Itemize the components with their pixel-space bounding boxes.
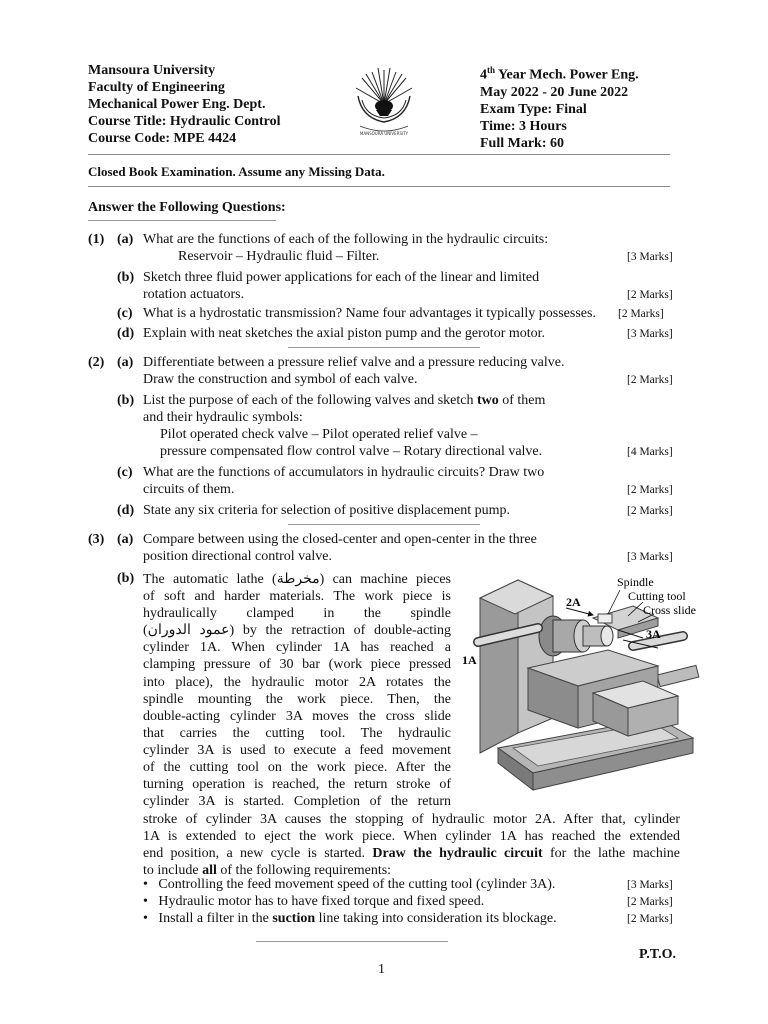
divider	[88, 154, 670, 155]
bullet-3-marks: [2 Marks]	[627, 913, 673, 925]
exam-time: Time: 3 Hours	[480, 118, 567, 134]
q1a-marks: [3 Marks]	[627, 251, 673, 263]
q2b-letter: (b)	[117, 393, 135, 408]
q1d-marks: [3 Marks]	[627, 328, 673, 340]
department-name: Mechanical Power Eng. Dept.	[88, 97, 266, 112]
q3a-letter: (a)	[117, 532, 134, 547]
answer-heading: Answer the Following Questions:	[88, 200, 286, 215]
q1d-text: Explain with neat sketches the axial piston pump and the gerotor motor.	[143, 326, 546, 341]
q2b-text-3: Pilot operated check valve – Pilot operated relief valve –	[160, 427, 478, 442]
course-code: Course Code: MPE 4424	[88, 131, 237, 146]
q2a-marks: [2 Marks]	[627, 374, 673, 386]
full-mark: Full Mark: 60	[480, 135, 564, 151]
exam-type: Exam Type: Final	[480, 101, 587, 117]
requirement-bullet: • Install a filter in the suction line taking into consideration its blockage.	[143, 911, 557, 926]
q2b-text: List the purpose of each of the following valves and sketch two of them	[143, 393, 546, 408]
q1a-text-2: Reservoir – Hydraulic fluid – Filter.	[178, 249, 380, 264]
q1a-letter: (a)	[117, 232, 134, 247]
requirement-bullet: • Hydraulic motor has to have fixed torque and fixed speed.	[143, 894, 485, 909]
q1c-letter: (c)	[117, 306, 133, 321]
instructions: Closed Book Examination. Assume any Missing Data.	[88, 164, 385, 179]
lathe-machine-illustration	[458, 568, 703, 798]
page-number: 1	[378, 962, 385, 977]
q1b-text: Sketch three fluid power applications for each of the linear and limited	[143, 270, 540, 285]
q3b-letter: (b)	[117, 571, 135, 586]
q3b-wide-line-3: end position, a new cycle is started. Draw the hydraulic circuit for the lathe machine	[143, 845, 680, 861]
q2a-text-2: Draw the construction and symbol of each valve.	[143, 372, 418, 387]
q2d-marks: [2 Marks]	[627, 505, 673, 517]
q2b-text-4: pressure compensated flow control valve – Rotary directional valve.	[160, 444, 543, 459]
question-separator	[256, 941, 448, 942]
university-logo	[352, 56, 416, 138]
q1c-text: What is a hydrostatic transmission? Name four advantages it typically possesses.	[143, 306, 596, 321]
q3b-wide-line-4: to include all of the following requirements:	[143, 862, 392, 878]
q2b-marks: [4 Marks]	[627, 446, 673, 458]
question-2-number: (2)	[88, 355, 105, 370]
q1a-text: What are the functions of each of the following in the hydraulic circuits:	[143, 232, 549, 247]
q2c-text-2: circuits of them.	[143, 482, 235, 497]
q1b-letter: (b)	[117, 270, 135, 285]
bullet-2-marks: [2 Marks]	[627, 896, 673, 908]
q1c-marks: [2 Marks]	[618, 308, 664, 320]
requirement-bullet: • Controlling the feed movement speed of the cutting tool (cylinder 3A).	[143, 877, 556, 892]
bullet-1-marks: [3 Marks]	[627, 879, 673, 891]
exam-date: May 2022 - 20 June 2022	[480, 84, 629, 100]
q3a-marks: [3 Marks]	[627, 551, 673, 563]
question-separator	[288, 524, 480, 525]
q2a-letter: (a)	[117, 355, 134, 370]
q2d-text: State any six criteria for selection of positive displacement pump.	[143, 503, 511, 518]
q2b-text-2: and their hydraulic symbols:	[143, 410, 303, 425]
year-label: 4th Year Mech. Power Eng.	[480, 65, 639, 83]
q3b-narrow-text: The automatic lathe (مخرطة) can machine pieces of soft and harder materials. The work piece is hydraulically clamped in the spindle (عمود الدوران) by the retraction of double-acting cylinder 1A. When cylinder 1A has reached a clamping pressure of 30 bar (work piece pressed into place), the hydraulic motor 2A rotates the spindle mounting the work piece. Then, the double-acting cylinder 3A moves the cross slide that carries the cutting tool. The hydraulic cylinder 3A is used to execute a feed movement of the cutting tool on the work piece. After the turning operation is reached, the return stroke of cylinder 3A is started. Completion of the return	[143, 572, 451, 810]
label-1a: 1A	[462, 653, 477, 667]
q1d-letter: (d)	[117, 326, 135, 341]
question-1-number: (1)	[88, 232, 105, 247]
university-name: Mansoura University	[88, 63, 216, 78]
faculty-name: Faculty of Engineering	[88, 80, 225, 95]
q2c-letter: (c)	[117, 465, 133, 480]
question-separator	[288, 347, 480, 348]
q2c-marks: [2 Marks]	[627, 484, 673, 496]
heading-underline	[88, 220, 276, 221]
label-3a: 3A	[646, 627, 661, 641]
q2c-text: What are the functions of accumulators in hydraulic circuits? Draw two	[143, 465, 545, 480]
q2d-letter: (d)	[117, 503, 135, 518]
label-cross-slide: Cross slide	[643, 603, 697, 617]
q3a-text: Compare between using the closed-center and open-center in the three	[143, 532, 537, 547]
label-cutting-tool: Cutting tool	[628, 589, 686, 603]
q2a-text: Differentiate between a pressure relief valve and a pressure reducing valve.	[143, 355, 565, 370]
label-spindle: Spindle	[617, 575, 654, 589]
header-left	[88, 62, 281, 147]
label-2a: 2A	[566, 595, 581, 609]
svg-text:MANSOURA UNIVERSITY: MANSOURA UNIVERSITY	[359, 131, 409, 136]
q1b-marks: [2 Marks]	[627, 289, 673, 301]
pto-label: P.T.O.	[639, 947, 676, 962]
header-right	[480, 62, 639, 152]
q1b-text-2: rotation actuators.	[143, 287, 245, 302]
q3a-text-2: position directional control valve.	[143, 549, 332, 564]
course-title: Course Title: Hydraulic Control	[88, 114, 281, 129]
q3b-wide-text: stroke of cylinder 3A causes the stopping of hydraulic motor 2A. After that, cylinder 1A is extended to eject the work piece. When cylinder 1A has reached the extended end position, a new cycle is started. Draw the hydraulic circuit for the lathe machine to include all of the following requirements:	[143, 811, 680, 878]
question-3-number: (3)	[88, 532, 105, 547]
divider	[88, 186, 670, 187]
